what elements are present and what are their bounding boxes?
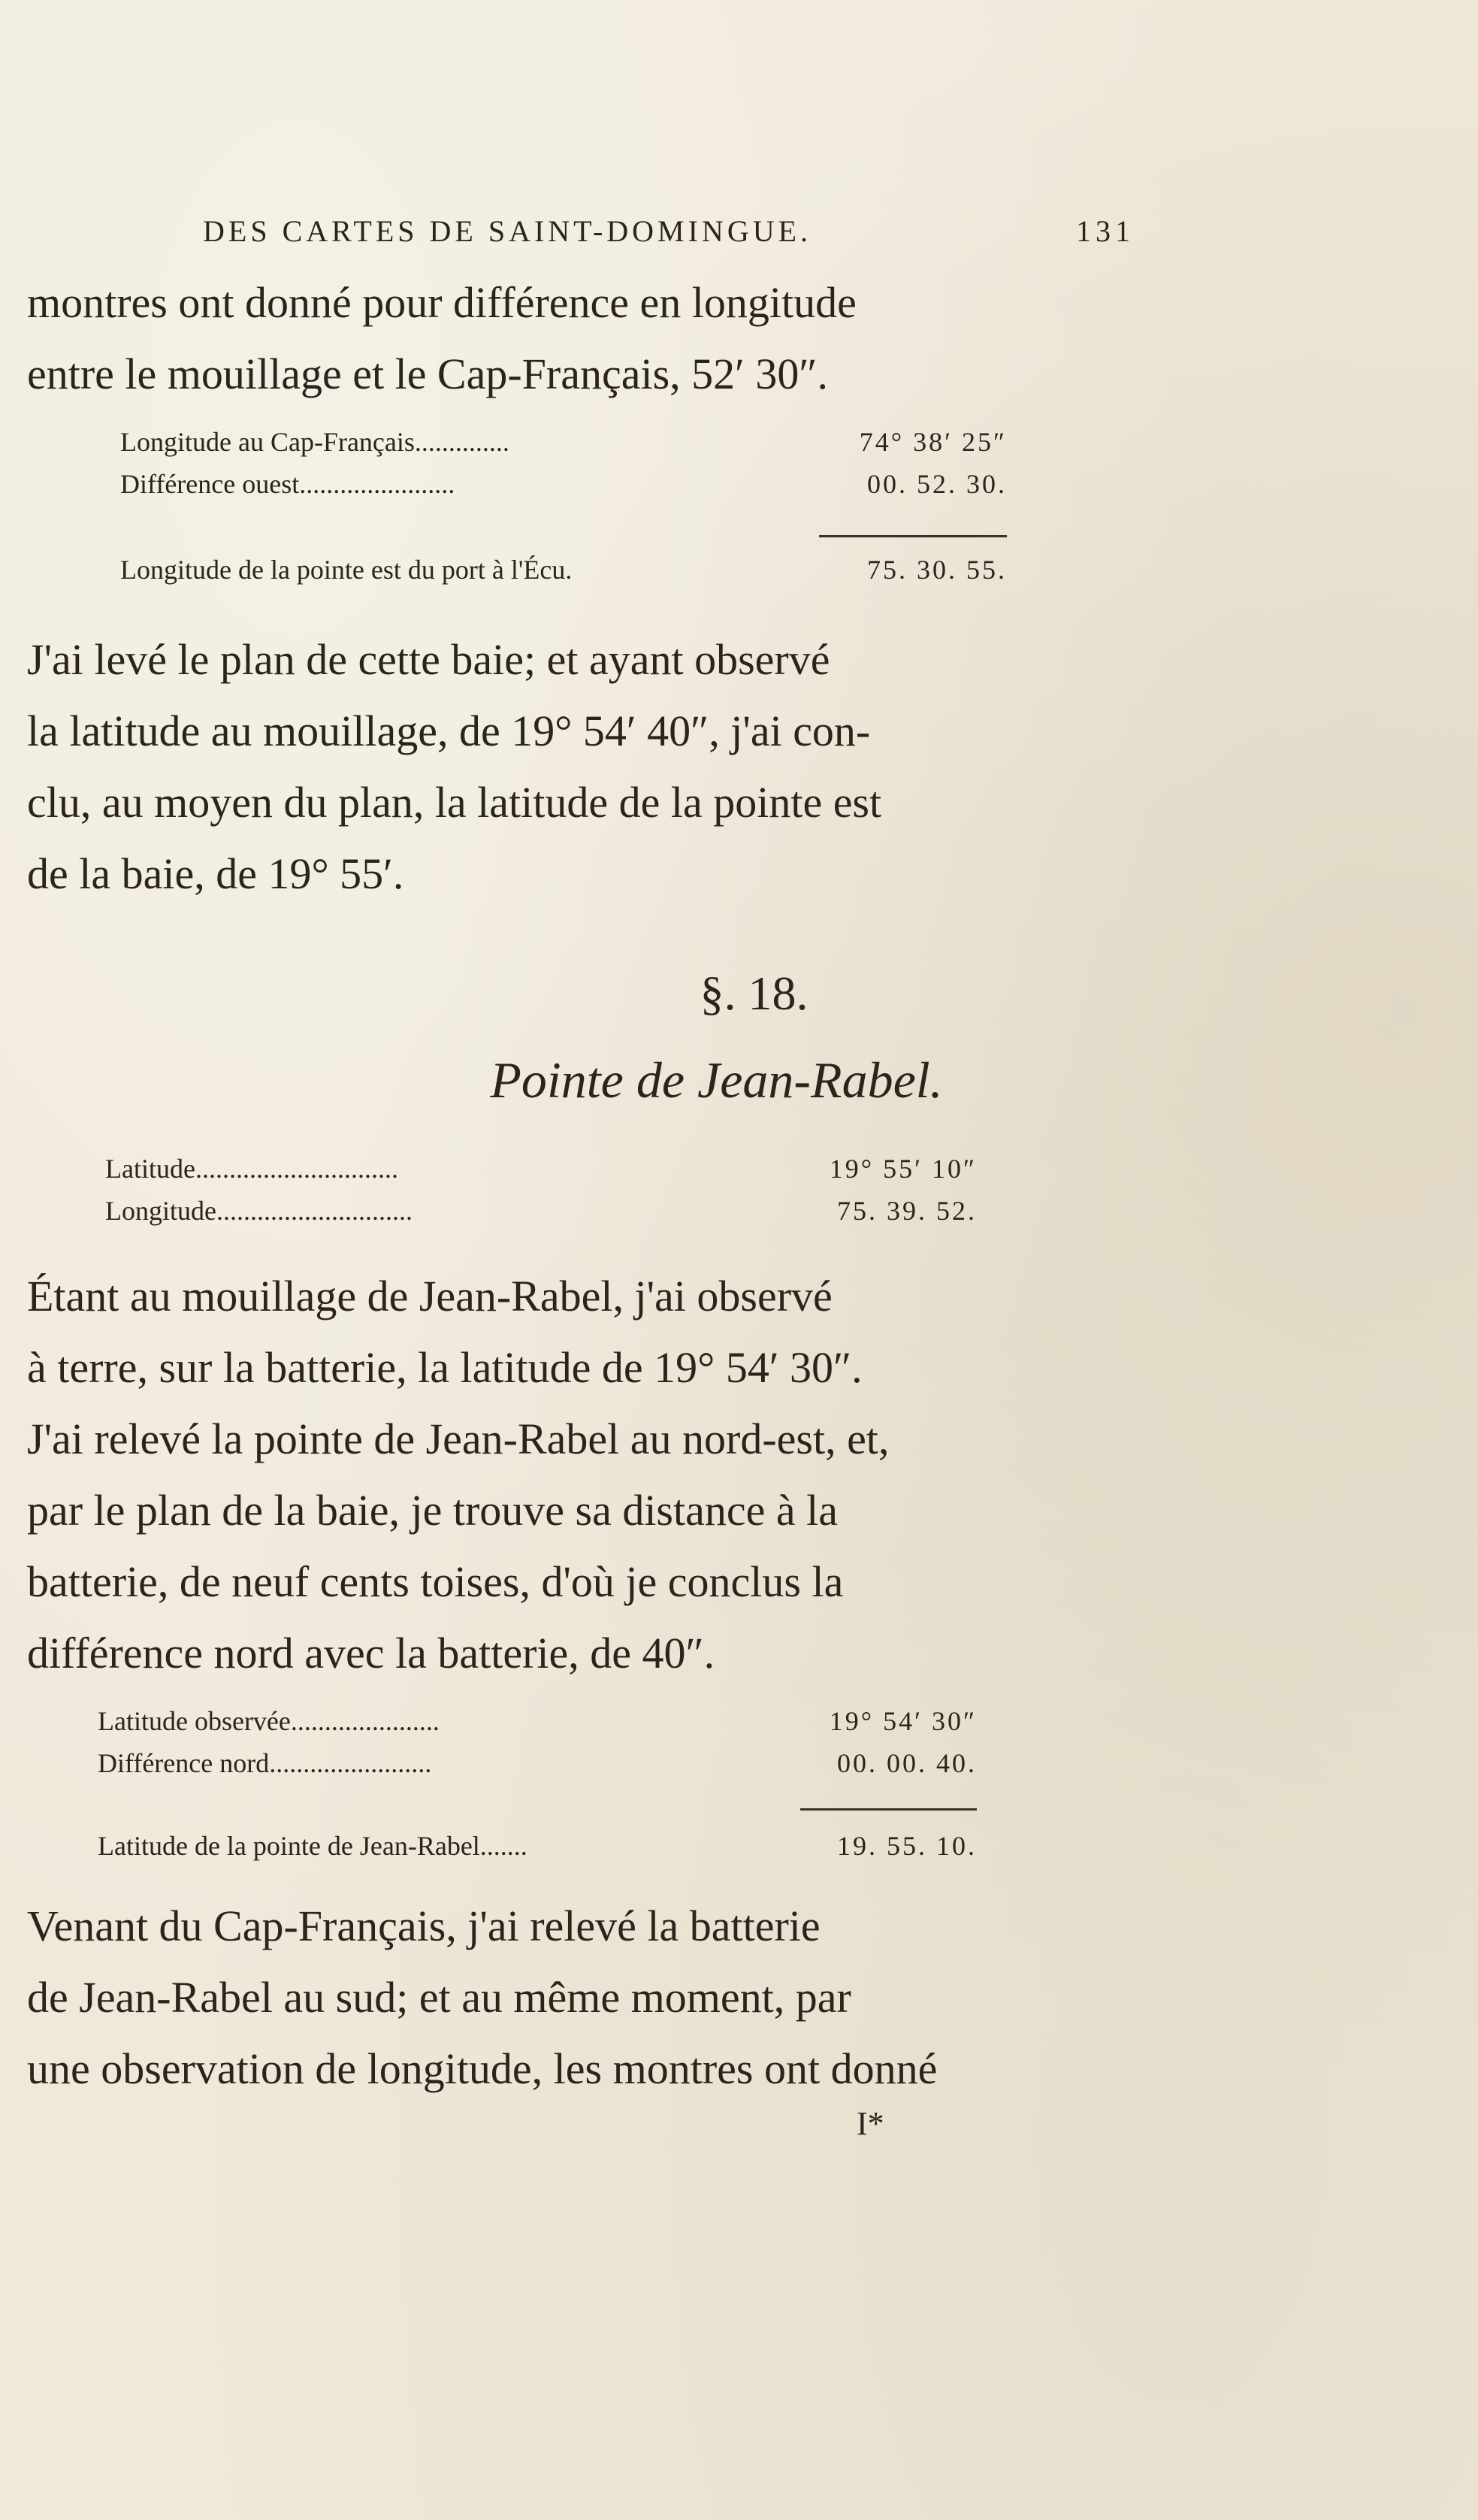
sum-rule xyxy=(800,1808,977,1811)
table-row xyxy=(98,1700,977,1742)
text-line: entre le mouillage et le Cap-Français, 52′ 30″. xyxy=(27,349,829,398)
row-label: Latitude de la pointe de Jean-Rabel....... xyxy=(98,1831,527,1861)
paragraph-4 xyxy=(27,1890,1124,2104)
table-row xyxy=(98,1742,977,1784)
paragraph-1 xyxy=(27,267,1124,410)
running-head-title: DES CARTES DE SAINT-DOMINGUE. xyxy=(203,214,812,248)
signature-mark: I* xyxy=(857,2105,884,2142)
text-line: Étant au mouillage de Jean-Rabel, j'ai observé xyxy=(27,1272,833,1321)
table-row xyxy=(120,421,1007,463)
text-line: J'ai relevé la pointe de Jean-Rabel au nord-est, et, xyxy=(27,1414,890,1463)
section-title: Pointe de Jean-Rabel. xyxy=(490,1051,943,1109)
row-label: Longitude de la pointe est du port à l'Écu. xyxy=(120,555,573,585)
row-value: 00. 00. 40. xyxy=(837,1748,977,1778)
row-value: 19° 54′ 30″ xyxy=(829,1706,977,1736)
table-row xyxy=(120,463,1007,505)
text-line: une observation de longitude, les montres ont donné xyxy=(27,2044,938,2093)
text-line: J'ai levé le plan de cette baie; et ayant observé xyxy=(27,635,830,684)
text-line: par le plan de la baie, je trouve sa distance à la xyxy=(27,1486,838,1535)
text-line: de Jean-Rabel au sud; et au même moment, par xyxy=(27,1973,851,2022)
text-line: batterie, de neuf cents toises, d'où je conclus la xyxy=(27,1557,844,1606)
text-line: différence nord avec la batterie, de 40″. xyxy=(27,1629,715,1677)
row-value: 74° 38′ 25″ xyxy=(859,427,1007,457)
text-line: Venant du Cap-Français, j'ai relevé la batterie xyxy=(27,1901,821,1950)
table-row xyxy=(105,1148,977,1190)
row-label: Différence ouest....................... xyxy=(120,469,455,499)
longitude-total xyxy=(120,549,1007,591)
section-number: §. 18. xyxy=(700,967,809,1020)
row-label: Différence nord........................ xyxy=(98,1748,432,1778)
text-line: de la baie, de 19° 55′. xyxy=(27,849,404,898)
latitude-table xyxy=(98,1700,977,1784)
row-value: 75. 39. 52. xyxy=(837,1196,977,1226)
sum-rule xyxy=(819,535,1007,537)
row-label: Latitude observée...................... xyxy=(98,1706,440,1736)
row-value: 75. 30. 55. xyxy=(867,555,1007,585)
row-value: 19. 55. 10. xyxy=(837,1831,977,1861)
paragraph-2 xyxy=(27,624,1124,909)
row-label: Latitude.............................. xyxy=(105,1154,398,1184)
paragraph-3 xyxy=(27,1260,1124,1689)
row-value: 00. 52. 30. xyxy=(867,469,1007,499)
table-row xyxy=(105,1190,977,1232)
row-label: Longitude au Cap-Français.............. xyxy=(120,427,509,457)
row-label: Longitude............................. xyxy=(105,1196,413,1226)
page-number: 131 xyxy=(1076,214,1135,248)
table-row xyxy=(120,549,1007,591)
text-line: à terre, sur la batterie, la latitude de 19° 54′ 30″. xyxy=(27,1343,863,1392)
text-line: la latitude au mouillage, de 19° 54′ 40″, j'ai con- xyxy=(27,706,871,755)
table-row xyxy=(98,1825,977,1867)
text-line: clu, au moyen du plan, la latitude de la pointe est xyxy=(27,778,882,827)
latitude-total xyxy=(98,1825,977,1867)
row-value: 19° 55′ 10″ xyxy=(829,1154,977,1184)
position-table xyxy=(105,1148,977,1232)
longitude-table xyxy=(120,421,1007,505)
text-line: montres ont donné pour différence en longitude xyxy=(27,278,857,327)
